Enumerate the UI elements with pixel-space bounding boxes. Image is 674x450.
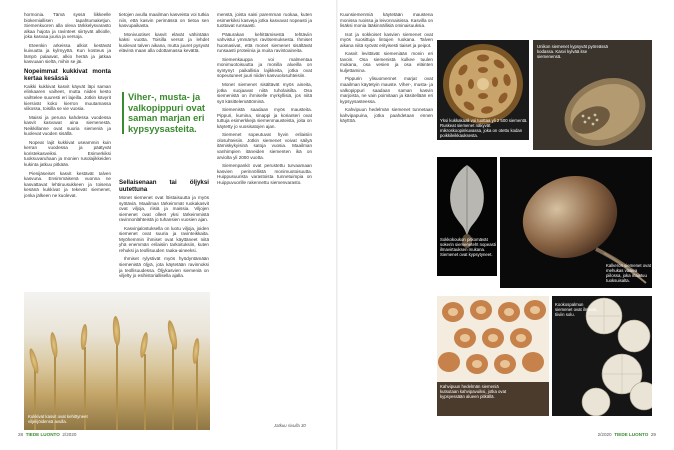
paragraph: Siemenet sopeutuvat hyvin erilaisiin olosuhteisiin. Jotkin siemenet voivat säilyä itämiskykyisinä satoja vuosia. Maailman vanhimpien itäneiden siementen ikä on arviolta yli 2000 vuotta. (217, 132, 312, 160)
photo-caption: Yksi kukkakaali voi tuottaa yli 2 500 siementä. Ruskeat siemenet näkyvät mikroskoopinkuvassa, joka on otettu kodan poikkileikkauksesta. (440, 118, 528, 138)
paragraph: Kasvinjalostuksella on luotu viljoja, joiden siemenet ovat suuria ja ravinteikkaita. Myöhemmin ihmiset ovat käyttäneet niitä yhä enemmän erilaisiin tarkoituksiin, kuten rehuksi ja teollisuuden raaka-aineeksi. (119, 225, 209, 253)
paragraph: Nopeat lajit kukkivat useammin kuin kerran vuodessa ja päätyvät koristekasveiksi. Esimerkiksi tuoksuvaruhaan ja monien rusolajikkeiden kukinta jatkuu pitkään. (24, 139, 111, 168)
photo-caption: Kalkeron siemenet ovat mehukas vaalea piilossa, joka maistuu tuoksuisalta. (606, 263, 651, 283)
photo-caption: Unikon siemenet kypsyvät pyöreässä kodassa. Kasvi kylvää itse siemenensä. (537, 44, 608, 59)
paragraph: Siemenistä saadaan myös mausteita. Pippuri, kumina, sinappi ja korianteri ovat tuttuja esimerkkejä siemenmausteista, joita on käytetty jo vuosisatojen ajan. (217, 107, 312, 129)
large-seed-photo (500, 157, 652, 288)
paragraph: Siemenpankit ovat perustettu turvaamaan kasvien perinnöllistä monimuotoisuutta. Huippusuurista varastoista tunnetuimpia on Huippuvuorille rakennettu siemenvarasto. (217, 163, 312, 185)
wheat-photo (24, 292, 210, 430)
paragraph: menstä, joista saisi paremman ruokaa, kuten esimerkiksi kasveja jotka kasvavat nopeasti ja tuottavat runsaasti. (217, 12, 312, 29)
footer-right (598, 432, 656, 437)
paragraph: Isot ja sokkoiset kasvien siemenet ovat myös suosittuja lintujen ruokana. Talven aikana niitä syövät erityisesti tiaiset ja peipot. (340, 31, 433, 48)
coffee-beans-photo (437, 296, 549, 416)
page-gutter (336, 0, 338, 450)
text-column-1 (24, 12, 111, 278)
pull-quote: Viher-, musta- ja valkopippuri ovat saman marjan eri kypsyysasteita. (122, 92, 234, 134)
text-column-4 (340, 12, 433, 438)
photo-caption: Kookospalmun siemenet ovat ilmavia, tiiviin solu. (555, 302, 598, 317)
paragraph: tietojen avulla maailman kasveista voi tutkia niin, että kasvin perimässä on tietoa sen kasvupaikasta. (119, 12, 209, 29)
subheading: Sellaisenaan tai öljyksi uutettuna (119, 179, 209, 193)
paragraph: Kahvipuun hedelmän siemenet tunnetaan kahvipapuina, jotka paahdetaan ennen käyttöä. (340, 107, 433, 124)
paragraph: hormonia. Tämä syssä liikkeelle biokemiallisen tapahtumaketjun. Siemenkuoren alla oleva tärkkelysvarasto alkaa hajota ja ravinteet siirtyvät alkiolle, joka kasvaa juuria ja versoja. (24, 12, 111, 40)
paragraph: Siemenkauppa voi malmentaa monimuotoisuutta ja monilla alueilla on syntynyt paikallisia lajikkeita, jotka ovat sopeutuneet juuri niiden kasvuolosuhteisiin. (217, 56, 312, 79)
photo-caption: Kukkivat kasvit ovat kehittyneet viljelijöidensä avulla. (28, 414, 88, 424)
photo-caption: Sokkokoukon pitkomävät sokerin siemeneteht nopeasti ilmavirtauksen mukana. Siemenet ovat kypsytyneet. (440, 237, 496, 257)
paragraph: Eteenkin arkeissa alkiot kestävät kuivuutta ja kylmyyttä. Kun kosteus ja lämpö palaavat, alkio herää ja jatkaa kasvuaan sieltä, mihin se jäi. (24, 42, 111, 65)
magazine-name: TIEDE LUONTO (614, 432, 649, 437)
page-number: 29 (650, 432, 656, 437)
winged-seed-photo (437, 157, 497, 276)
text-column-3 (217, 12, 312, 438)
magazine-name: TIEDE LUONTO (25, 432, 60, 437)
translucent-seeds-photo (552, 296, 652, 416)
issue-number: 2/2020 (62, 432, 77, 437)
text-column-2 (119, 12, 209, 78)
footer-left (18, 432, 76, 437)
issue-number: 2/2020 (597, 432, 612, 437)
poppy-photo (533, 40, 652, 150)
paragraph: Pienijäseiset kasvit kestävät talven kasvuna. Ensimmäisenä vuonna ne kasvattavat lehtiruusukkeen ja toisena kesänä kukkivat ja tekevät siemenet, jonka jälkeen ne kuolevat. (24, 170, 111, 198)
photo-caption: Kahvipuun hedelmän siemeniä kutsutaan kahvipavuiksi, jotka ovat kypsyessään alueen pitkällä. (440, 384, 507, 399)
paragraph: Monet siemenet ovat löistaisuutta ja myös syötäviä. Maailman tärkeimmät ruokakasvit ovat viljoja, riisiä ja maissia. Viljojen siemenet ovat olleet yksi tärkeimmistä ravinnonlähteistä jo tuhansien vuosien ajan. (119, 195, 209, 223)
paragraph: Maissi ja peruna kahdessa vuodessa kasvit kasvavat aina siemenestä. Neikkillanne ovat suuria siemeniä ja kuolevat vuoden sisällä. (24, 114, 111, 137)
paragraph: Kuunsiemenmiä käytetään maustena monissa ruoissa ja leivonnaisissa. Kasvilla on lisäksi monia lääkinnällisiä ominaisuuksia. (340, 12, 433, 29)
continued-note: Jatkuu sivulla 30 (274, 423, 306, 428)
paragraph: Monet siemenet sisältävät myös aineita, jotka suojaavat niitä tuholaisilta. Osa siemenistä on ihmiselle myrkyllisiä, jos niitä syö käsittelemättöminä. (217, 82, 312, 104)
page-number: 28 (18, 432, 24, 437)
paragraph: Kasvit levittävät siemeniään monin eri tavoin. Osa siemenistä kulkee tuulen mukana, osa vesien ja osa eläinten kuljettamina. (340, 51, 433, 73)
paragraph: Ihmiset rylystivät myös hyödyntämään siemenistä öljyä, jota käytetään ravinnoksi ja teollisuudessa. Öljykasvien siemeniä on viljelty jo esihistoriallisella ajalla. (119, 256, 209, 279)
paragraph: Pippurin ylisuomennet marjat ovat maailman käytetyin mauste. Viher-, musta- ja valkopippuri saadaan saman kasvin marjoista, ne vain poimitaan ja käsitellään eri kypsyysasteessa. (340, 76, 433, 104)
subheading: Nopeimmat kukkivat monta kertaa kesässä (24, 67, 111, 82)
paragraph: Pääurakan kehittämisestä tehtäviin vahvistui ymmärrys ravitsemuksesta. Ihmiset huomasivat, että monet siemenet sisältävät runsaasti proteiinia ja muita ravintoaineita. (217, 31, 312, 54)
paragraph: Kaikki kukkivat kasvit käyvät läpi saman elinkaaren vaiheet, mutta niiden kesto vaihtelee suuresti eri lajeilla. Jotkin kävyrit kiersivät koko kierron muutamassa viikossa, toisilla se vie vuosia. (24, 83, 111, 112)
seedpod-photo (437, 40, 529, 140)
paragraph: Monivuotiset kasvit elävät vähintään kaksi vuotta. Toisilla versot ja lehdet kuolevat talven aikana, mutta juuret pysyvät elävinä maan alla odottamassa kevättä. (119, 31, 209, 54)
